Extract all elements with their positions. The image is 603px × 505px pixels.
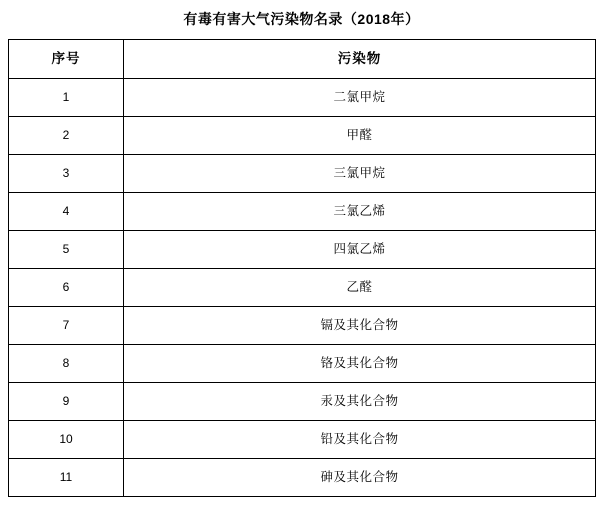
cell-pollutant: 三氯甲烷 — [124, 154, 596, 192]
cell-no: 1 — [9, 78, 124, 116]
cell-pollutant: 镉及其化合物 — [124, 306, 596, 344]
cell-no: 7 — [9, 306, 124, 344]
column-header-no: 序号 — [9, 39, 124, 78]
cell-pollutant: 铬及其化合物 — [124, 344, 596, 382]
cell-no: 5 — [9, 230, 124, 268]
table-row — [9, 344, 596, 382]
table-row — [9, 420, 596, 458]
pollutant-catalog-table — [8, 39, 596, 497]
cell-pollutant: 甲醛 — [124, 116, 596, 154]
cell-pollutant: 二氯甲烷 — [124, 78, 596, 116]
column-header-pollutant: 污染物 — [124, 39, 596, 78]
table-row — [9, 78, 596, 116]
cell-no: 9 — [9, 382, 124, 420]
cell-pollutant: 乙醛 — [124, 268, 596, 306]
cell-no: 8 — [9, 344, 124, 382]
cell-no: 6 — [9, 268, 124, 306]
cell-no: 10 — [9, 420, 124, 458]
cell-no: 2 — [9, 116, 124, 154]
cell-pollutant: 铅及其化合物 — [124, 420, 596, 458]
table-body — [9, 78, 596, 496]
cell-pollutant: 汞及其化合物 — [124, 382, 596, 420]
cell-pollutant: 三氯乙烯 — [124, 192, 596, 230]
cell-no: 3 — [9, 154, 124, 192]
table-row — [9, 154, 596, 192]
page-title: 有毒有害大气污染物名录（2018年） — [183, 11, 420, 27]
cell-no: 4 — [9, 192, 124, 230]
table-header — [9, 39, 596, 78]
table-container — [0, 39, 603, 497]
table-row — [9, 382, 596, 420]
cell-no: 11 — [9, 458, 124, 496]
table-row — [9, 458, 596, 496]
table-row — [9, 306, 596, 344]
table-header-row — [9, 39, 596, 78]
table-row — [9, 192, 596, 230]
table-row — [9, 116, 596, 154]
cell-pollutant: 四氯乙烯 — [124, 230, 596, 268]
table-row — [9, 230, 596, 268]
cell-pollutant: 砷及其化合物 — [124, 458, 596, 496]
table-row — [9, 268, 596, 306]
